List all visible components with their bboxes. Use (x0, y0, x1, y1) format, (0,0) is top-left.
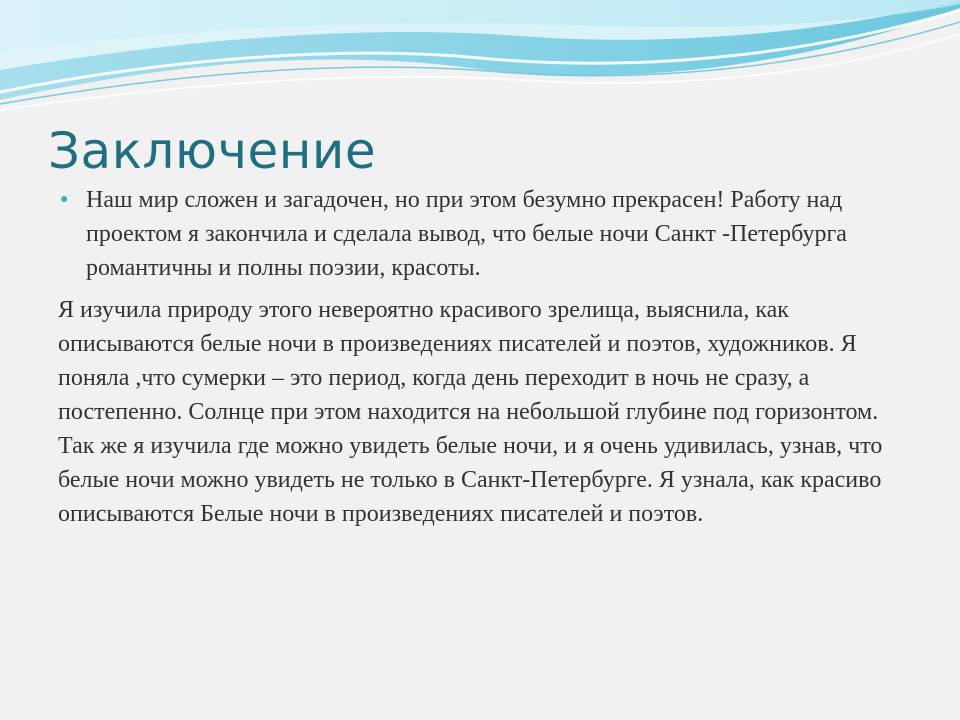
body-paragraph: Я изучила природу этого невероятно красивого зрелища, выяснила, как описываются белые ночи в произведениях писателей и поэтов, художников. Я поняла ,что сумерки – это период, когда день переходит в ночь не сразу, а постепенно. Солнце при этом находится на небольшой глубине под горизонтом. Так же я изучила где можно увидеть белые ночи, и я очень удивилась, узнав, что белые ночи можно увидеть не только в Санкт-Петербурге. Я узнала, как красиво описываются Белые ночи в произведениях писателей и поэтов. (58, 297, 883, 527)
bullet-icon: ● (60, 192, 69, 207)
wave-decoration (0, 0, 960, 130)
slide-title: Заключение (48, 122, 377, 180)
bullet-item (58, 183, 918, 285)
bullet-text: Наш мир сложен и загадочен, но при этом безумно прекрасен! Работу над проектом я закончила и сделала вывод, что белые ночи Санкт -Петербурга романтичны и полны поэзии, красоты. (86, 187, 847, 281)
slide-content (58, 183, 918, 531)
